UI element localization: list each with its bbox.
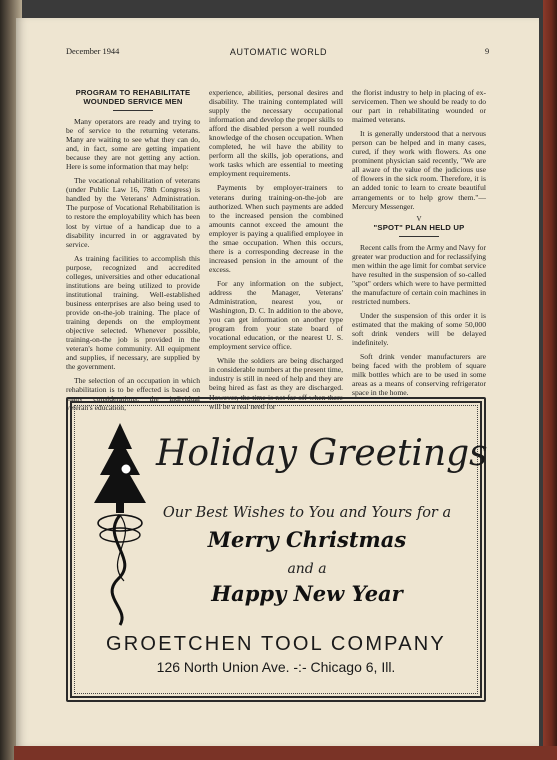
company-address: 126 North Union Ave. -:- Chicago 6, Ill. xyxy=(156,659,396,675)
column-3 xyxy=(352,88,486,402)
article-title: PROGRAM TO REHABILITATE WOUNDED SERVICE MEN xyxy=(75,88,191,106)
magazine-title: AUTOMATIC WORLD xyxy=(229,47,328,57)
article-paragraph: It is generally understood that a nervous person can be helped and in many cases, cured, if they work with flowers. As one prominent physician said recently, "We are all aware of the value of the judicious use of flowers in the sick room. Therefore, it is an added tonic to learn to create beautiful arrangements or to help grow them."—Mercury Messenger. xyxy=(352,129,486,211)
section-separator: V xyxy=(416,214,422,223)
company-name: GROETCHEN TOOL COMPANY xyxy=(106,633,446,655)
holiday-greetings-headline: Holiday Greetings xyxy=(156,433,488,474)
article-paragraph: Soft drink vender manufacturers are being faced with the problem of square milk bottles which are to be used in some areas as a means of conserving refrigerator space in the home. xyxy=(352,352,486,398)
article-paragraph: the florist industry to help in placing of ex-servicemen. Then we should be ready to do our part in rehabilitating wounded or maimed veterans. xyxy=(352,88,486,125)
happy-new-year-line: Happy New Year xyxy=(211,581,403,606)
article-paragraph: Many operators are ready and trying to be of service to the returning veterans. Many are waiting to see what they can do, and, in fact, some are getting impatient because they are not getting any action. Here is some information that may help: xyxy=(66,117,200,172)
book-cover-edge xyxy=(543,0,557,760)
column-2 xyxy=(209,88,343,411)
article-paragraph: While the soldiers are being discharged in considerable numbers at the present time, industry is still in need of help and they are being hired as fast as they are discharged. However, the time is not far off when there will be a real need for xyxy=(209,356,343,411)
issue-date: December 1944 xyxy=(66,47,120,56)
and-a-line: and a xyxy=(287,561,327,577)
title-rule xyxy=(113,110,153,111)
article-paragraph: For any information on the subject, address the Manager, Veterans' Administration, nearest you, or Washington, D. C. In addition to the above, you can get information on another type program from your state board of vocational education, or the nearest U. S. employment service office. xyxy=(209,278,343,352)
page-number: 9 xyxy=(485,47,490,56)
column-1 xyxy=(66,88,200,412)
article-paragraph: Under the suspension of this order it is estimated that the making of some 50,000 soft drink venders will be delayed indefinitely. xyxy=(352,310,486,348)
title-rule xyxy=(399,236,439,237)
article-title: "SPOT" PLAN HELD UP xyxy=(373,222,465,232)
article-paragraph: The vocational rehabilitation of veterans (under Public Law 16, 78th Congress) is handled by the Veterans' Administration. The purpose of Vocational Rehabilitation is to restore the employability which has been lost by virtue of a handicap due to a disability incurred in or aggravated by service. xyxy=(66,176,200,249)
article-paragraph: As training facilities to accomplish this purpose, recognized and accredited colleges, universities and other educational institutions are being utilized to provide institutional training. Well-established business enterprises are also being used to provide on-the-job training. The place of training depends on the employment objective selected. Whenever possible, training-on-the job is provided in the veteran's home community. All equipment and supplies, if necessary, are supplied by the government. xyxy=(66,253,200,372)
book-cover-bottom xyxy=(14,746,557,760)
article-paragraph: Payments by employer-trainers to veterans during training-on-the-job are authorized. When such payments are added to the increased pension the combined amounts cannot exceed the amount the employer is paying a qualified employee in the smae occupation. When this occurs, there is a corresponding decrease in the increased pension in the amount of the excess. xyxy=(209,183,343,274)
holiday-advertisement xyxy=(66,397,486,702)
merry-christmas-line: Merry Christmas xyxy=(207,527,407,552)
article-paragraph: Recent calls from the Army and Navy for greater war production and for reclassifying men within the age limit for combat service have resulted in the suspension of so-called "spot" orders which were to have permitted the manufacture of certain coin machines in restricted numbers. xyxy=(352,242,486,306)
best-wishes-line: Our Best Wishes to You and Yours for a xyxy=(162,505,452,521)
article-paragraph: experience, abilities, personal desires and disability. The training contemplated will supply the necessary occupational information and develop the proper skills to afford the disabled person a well rounded knowledge of the chosen occupation. When completed, he wil have the ability to perform all the skills, job operations, and work tasks which are essential to meeting employment requirements. xyxy=(209,88,343,179)
article-paragraph: The selection of an occupation in which rehabilitation is to be effected is based on many considerations: the individual veteran's education, xyxy=(66,376,200,413)
